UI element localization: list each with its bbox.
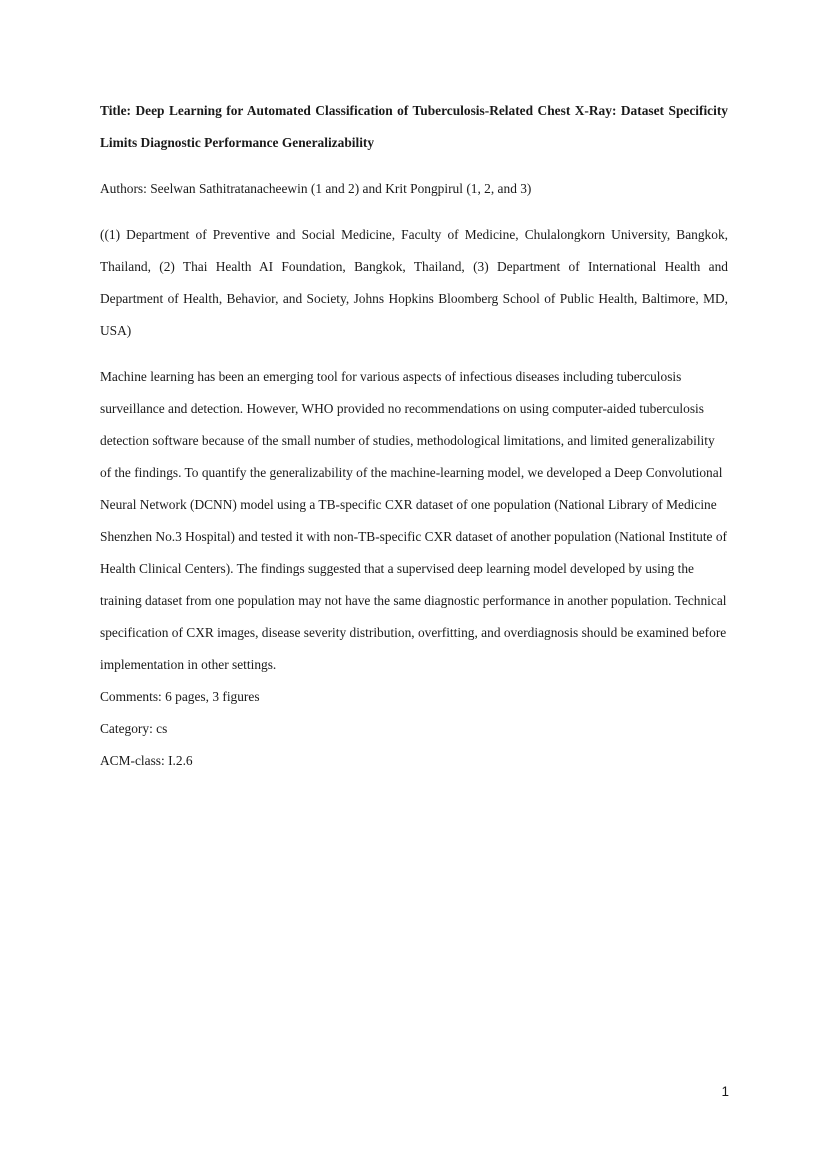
paper-title <box>100 95 728 159</box>
abstract: Machine learning has been an emerging tool for various aspects of infectious diseases including tuberculosis surveillance and detection. However, WHO provided no recommendations on using computer-aided tuberculosis detection software because of the small number of studies, methodological limitations, and limited generalizability of the findings. To quantify the generalizability of the machine-learning model, we developed a Deep Convolutional Neural Network (DCNN) model using a TB-specific CXR dataset of one population (National Library of Medicine Shenzhen No.3 Hospital) and tested it with non-TB-specific CXR dataset of another population (National Institute of Health Clinical Centers). The findings suggested that a supervised deep learning model developed by using the training dataset from one population may not have the same diagnostic performance in another population. Technical specification of CXR images, disease severity distribution, overfitting, and overdiagnosis should be examined before implementation in other settings. <box>100 369 727 672</box>
affiliations: ((1) Department of Preventive and Social Medicine, Faculty of Medicine, Chulalongkorn University, Bangkok, Thailand, (2) Thai Health AI Foundation, Bangkok, Thailand, (3) Department of International Health and Department of Health, Behavior, and Society, Johns Hopkins Bloomberg School of Public Health, Baltimore, MD, USA) <box>100 227 728 338</box>
page-number: 1 <box>721 1084 729 1099</box>
authors-text: Seelwan Sathitratanacheewin (1 and 2) and Krit Pongpirul (1, 2, and 3) <box>150 181 532 196</box>
acm-class: ACM-class: I.2.6 <box>100 753 193 768</box>
title-label: Title: <box>100 103 131 118</box>
category: Category: cs <box>100 721 168 736</box>
authors-label: Authors: <box>100 181 147 196</box>
authors-line <box>100 173 728 205</box>
page-content <box>100 95 728 777</box>
title-text: Deep Learning for Automated Classification of Tuberculosis-Related Chest X-Ray: Dataset Specificity Limits Diagnostic Performance Generalizability <box>100 103 728 150</box>
comments: Comments: 6 pages, 3 figures <box>100 689 260 704</box>
